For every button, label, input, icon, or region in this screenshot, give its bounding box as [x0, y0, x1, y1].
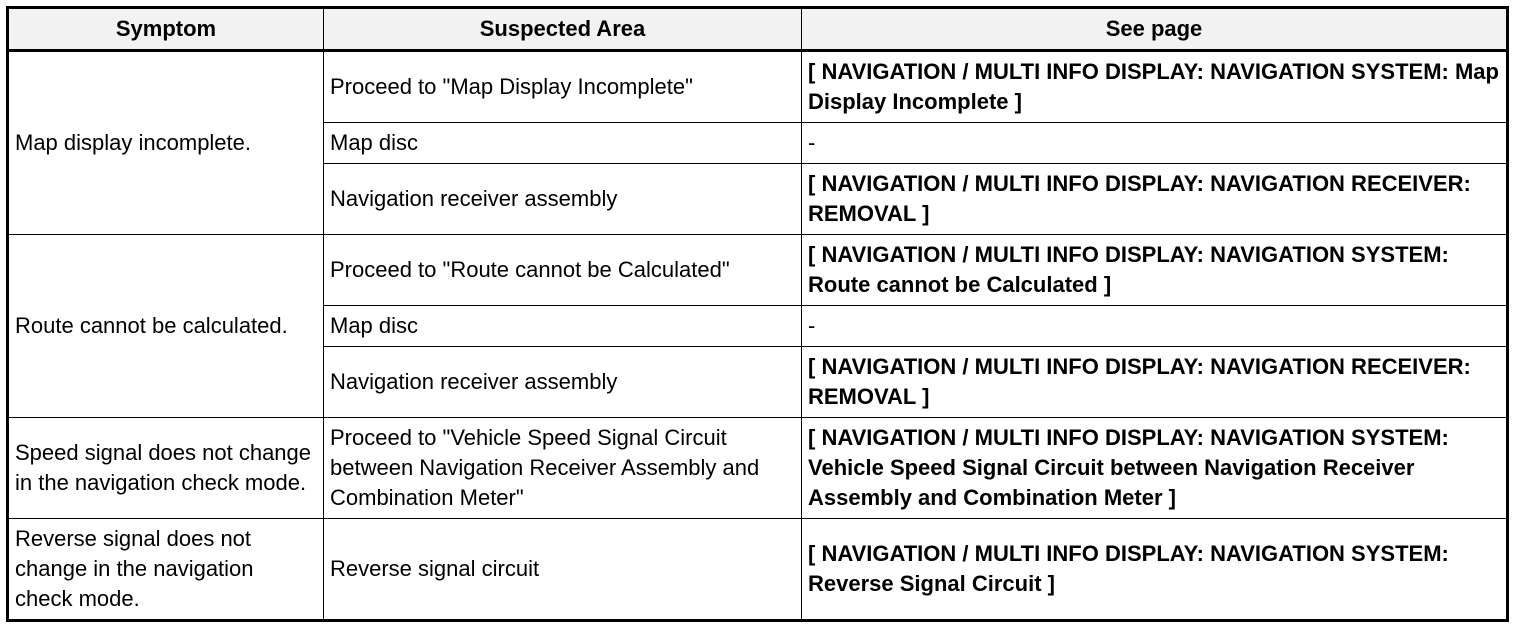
- see-page-cell: -: [802, 306, 1508, 347]
- symptom-cell: Route cannot be calculated.: [8, 235, 324, 418]
- header-see-page: See page: [802, 8, 1508, 51]
- symptom-cell: Reverse signal does not change in the navigation check mode.: [8, 519, 324, 621]
- header-row: [8, 8, 1508, 51]
- see-page-link[interactable]: [ NAVIGATION / MULTI INFO DISPLAY: NAVIGATION SYSTEM: Route cannot be Calculated ]: [802, 235, 1508, 306]
- suspected-area-cell: Proceed to "Map Display Incomplete": [324, 51, 802, 123]
- symptom-cell: Speed signal does not change in the navigation check mode.: [8, 418, 324, 519]
- suspected-area-cell: Proceed to "Vehicle Speed Signal Circuit between Navigation Receiver Assembly and Combination Meter": [324, 418, 802, 519]
- see-page-link[interactable]: [ NAVIGATION / MULTI INFO DISPLAY: NAVIGATION SYSTEM: Reverse Signal Circuit ]: [802, 519, 1508, 621]
- suspected-area-cell: Navigation receiver assembly: [324, 164, 802, 235]
- table-row: [8, 418, 1508, 519]
- troubleshooting-table: [6, 6, 1509, 622]
- header-suspected-area: Suspected Area: [324, 8, 802, 51]
- symptom-cell: Map display incomplete.: [8, 51, 324, 235]
- see-page-link[interactable]: [ NAVIGATION / MULTI INFO DISPLAY: NAVIGATION SYSTEM: Vehicle Speed Signal Circuit between Navigation Receiver Assembly and Combination Meter ]: [802, 418, 1508, 519]
- see-page-link[interactable]: [ NAVIGATION / MULTI INFO DISPLAY: NAVIGATION SYSTEM: Map Display Incomplete ]: [802, 51, 1508, 123]
- suspected-area-cell: Reverse signal circuit: [324, 519, 802, 621]
- suspected-area-cell: Proceed to "Route cannot be Calculated": [324, 235, 802, 306]
- table-row: [8, 519, 1508, 621]
- table-row: [8, 235, 1508, 306]
- see-page-cell: -: [802, 123, 1508, 164]
- table-row: [8, 51, 1508, 123]
- suspected-area-cell: Navigation receiver assembly: [324, 347, 802, 418]
- suspected-area-cell: Map disc: [324, 123, 802, 164]
- table-container: [6, 6, 1509, 622]
- see-page-link[interactable]: [ NAVIGATION / MULTI INFO DISPLAY: NAVIGATION RECEIVER: REMOVAL ]: [802, 347, 1508, 418]
- header-symptom: Symptom: [8, 8, 324, 51]
- see-page-link[interactable]: [ NAVIGATION / MULTI INFO DISPLAY: NAVIGATION RECEIVER: REMOVAL ]: [802, 164, 1508, 235]
- suspected-area-cell: Map disc: [324, 306, 802, 347]
